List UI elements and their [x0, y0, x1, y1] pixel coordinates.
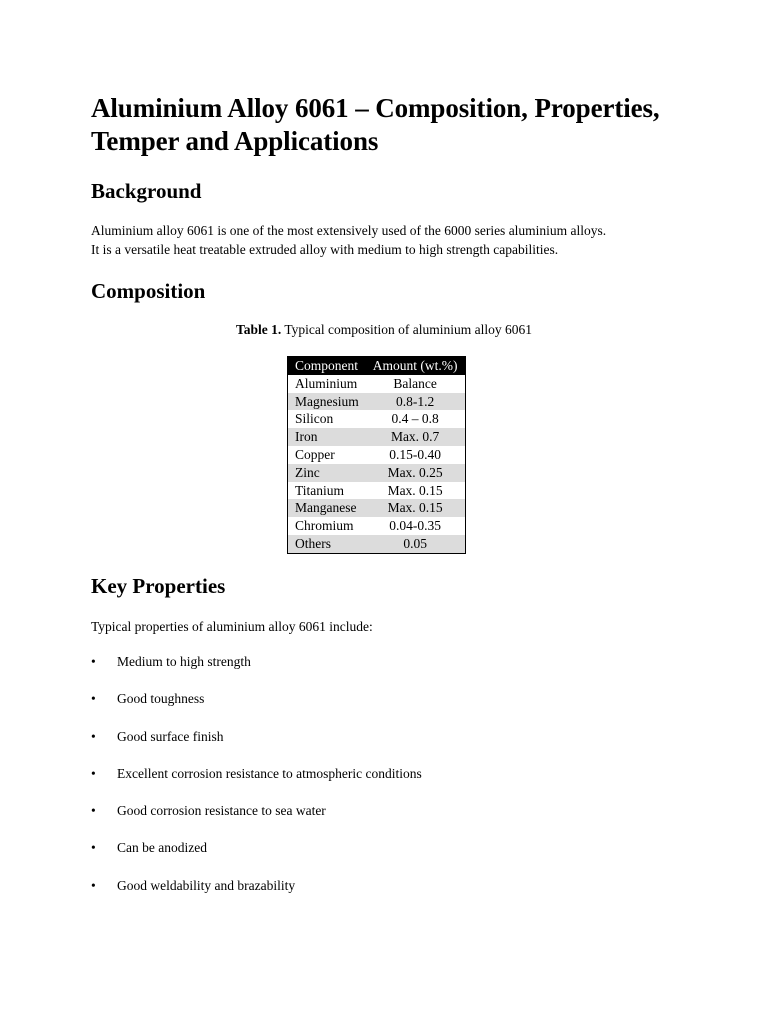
- list-item: [91, 652, 422, 689]
- amount-cell: Max. 0.25: [366, 464, 465, 482]
- component-cell: Magnesium: [288, 393, 366, 411]
- amount-cell: Max. 0.15: [366, 499, 465, 517]
- component-cell: Iron: [288, 428, 366, 446]
- table-header-row: [288, 357, 466, 375]
- list-item: [91, 764, 422, 801]
- table-row: [288, 499, 466, 517]
- key-properties-heading: Key Properties: [91, 574, 226, 598]
- bullet-icon: •: [91, 654, 96, 669]
- component-cell: Aluminium: [295, 375, 358, 391]
- page-title: Aluminium Alloy 6061 – Composition, Properties, Temper and Applications: [91, 93, 660, 156]
- list-item-text: Good toughness: [117, 691, 205, 707]
- list-item: [91, 801, 422, 838]
- bullet-icon: •: [91, 803, 96, 819]
- amount-cell: Balance: [393, 375, 437, 391]
- bullet-icon: •: [91, 728, 96, 744]
- table-row: [288, 446, 466, 464]
- list-item: [91, 727, 422, 764]
- key-properties-intro: Typical properties of aluminium alloy 6061 include:: [91, 619, 373, 634]
- bullet-icon: •: [91, 691, 96, 707]
- list-item-text: Good corrosion resistance to sea water: [117, 803, 326, 819]
- component-cell: Titanium: [295, 482, 345, 498]
- list-item: [91, 876, 422, 913]
- column-header-amount: Amount (wt.%): [366, 357, 465, 375]
- table-caption: [91, 320, 677, 339]
- composition-table: [287, 356, 466, 554]
- table-row: [288, 375, 466, 393]
- amount-cell: Max. 0.7: [366, 428, 465, 446]
- amount-cell: 0.04-0.35: [389, 518, 441, 534]
- table-row: [288, 464, 466, 482]
- table-row: [288, 482, 466, 500]
- component-cell: Chromium: [295, 518, 354, 534]
- component-cell: Silicon: [295, 411, 334, 427]
- list-item: [91, 838, 422, 875]
- background-text-line1: Aluminium alloy 6061 is one of the most extensively used of the 6000 series aluminium alloys.: [91, 223, 607, 238]
- table-row: [288, 393, 466, 411]
- component-cell: Zinc: [288, 464, 366, 482]
- properties-list: [91, 652, 422, 913]
- list-item-text: Good weldability and brazability: [117, 877, 296, 893]
- table-row: [288, 410, 466, 428]
- amount-cell: 0.4 – 0.8: [391, 411, 439, 427]
- background-heading: Background: [91, 179, 202, 203]
- amount-cell: Max. 0.15: [387, 482, 443, 498]
- table-row: [288, 535, 466, 553]
- list-item: [91, 689, 422, 726]
- list-item-text: Medium to high strength: [117, 654, 251, 669]
- component-cell: Manganese: [288, 499, 366, 517]
- background-text-line2: It is a versatile heat treatable extruded alloy with medium to high strength capabilities.: [91, 242, 559, 257]
- column-header-component: Component: [288, 357, 366, 375]
- table-row: [288, 428, 466, 446]
- amount-cell: 0.05: [366, 535, 465, 553]
- list-item-text: Can be anodized: [117, 840, 207, 856]
- table-caption-text: Typical composition of aluminium alloy 6061: [281, 322, 533, 337]
- list-item-text: Excellent corrosion resistance to atmospheric conditions: [117, 765, 422, 781]
- composition-heading: Composition: [91, 279, 206, 303]
- list-item-text: Good surface finish: [117, 728, 224, 744]
- bullet-icon: •: [91, 765, 96, 781]
- component-cell: Others: [288, 535, 366, 553]
- amount-cell: 0.15-0.40: [389, 446, 441, 462]
- component-cell: Copper: [295, 446, 335, 462]
- table-row: [288, 517, 466, 535]
- bullet-icon: •: [91, 840, 96, 856]
- bullet-icon: •: [91, 877, 96, 893]
- table-caption-label: Table 1.: [235, 322, 282, 337]
- amount-cell: 0.8-1.2: [366, 393, 465, 411]
